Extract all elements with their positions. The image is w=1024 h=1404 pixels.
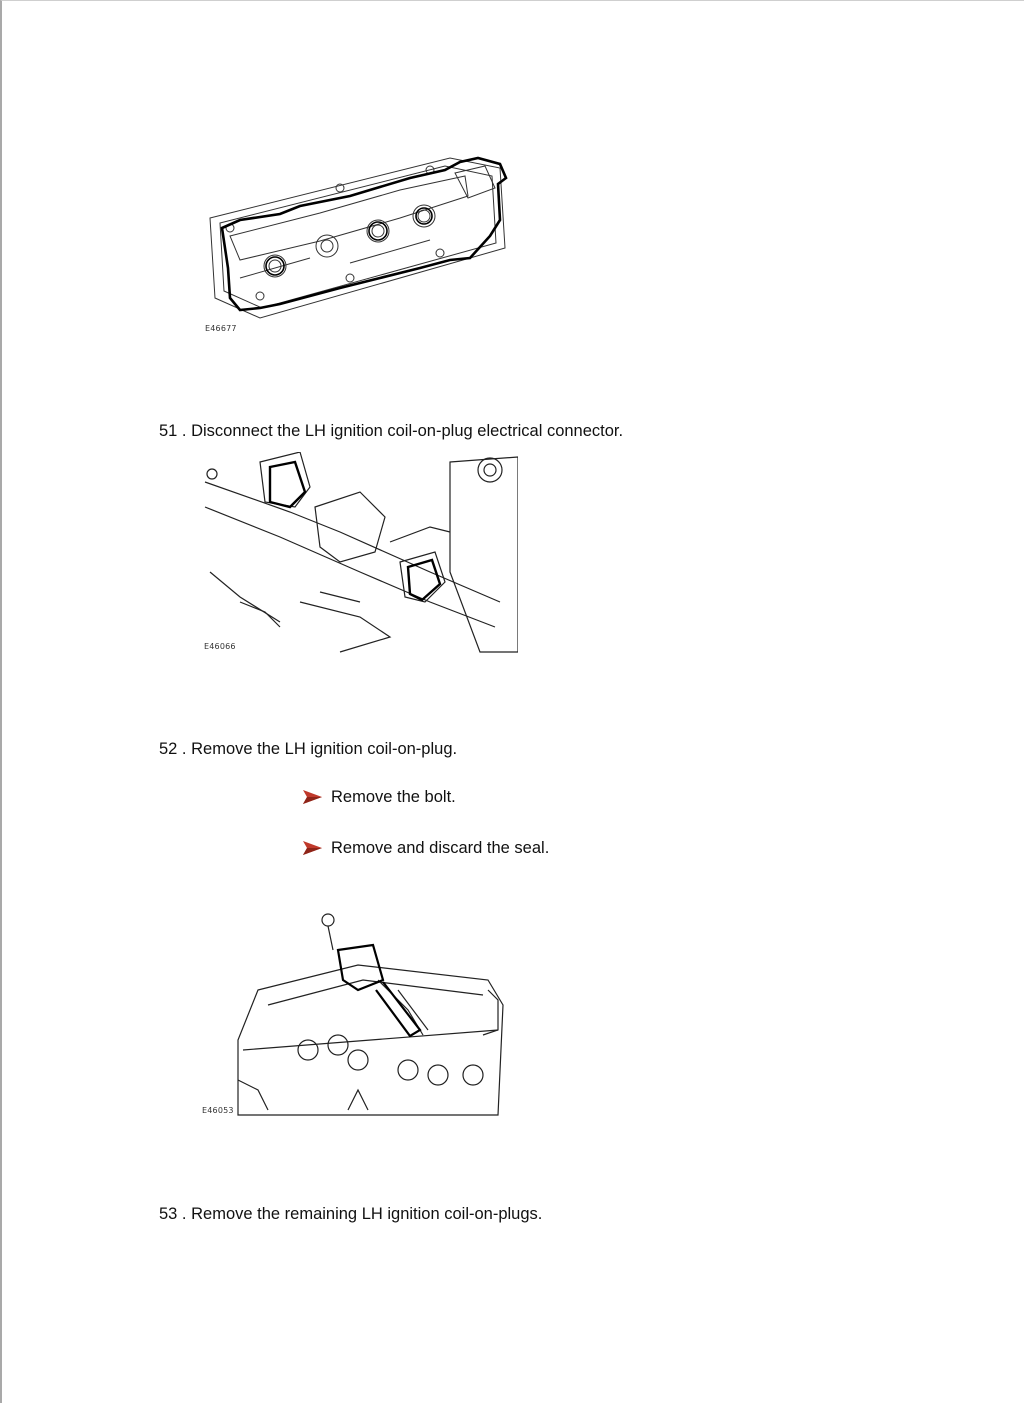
coil-removal-illustration — [198, 910, 510, 1122]
red-arrow-bullet-icon — [302, 788, 326, 806]
red-arrow-bullet-icon — [302, 839, 326, 857]
figure-valve-cover-gasket — [200, 148, 520, 338]
figure-label: E46677 — [205, 324, 237, 333]
figure-coil-connector — [200, 452, 518, 656]
step-52: 52 . Remove the LH ignition coil-on-plug. — [159, 740, 458, 758]
figure-label: E46066 — [204, 642, 236, 651]
figure-label: E46053 — [202, 1106, 234, 1115]
figure-coil-removal — [198, 910, 510, 1122]
coil-connector-illustration — [200, 452, 518, 656]
step-53: 53 . Remove the remaining LH ignition coil-on-plugs. — [159, 1205, 543, 1223]
substep-text: Remove the bolt. — [331, 788, 456, 806]
substep-remove-bolt — [302, 787, 456, 807]
substep-text: Remove and discard the seal. — [331, 839, 550, 857]
step-51: 51 . Disconnect the LH ignition coil-on-plug electrical connector. — [159, 422, 624, 440]
valve-cover-illustration — [200, 148, 520, 338]
substep-discard-seal — [302, 838, 549, 858]
